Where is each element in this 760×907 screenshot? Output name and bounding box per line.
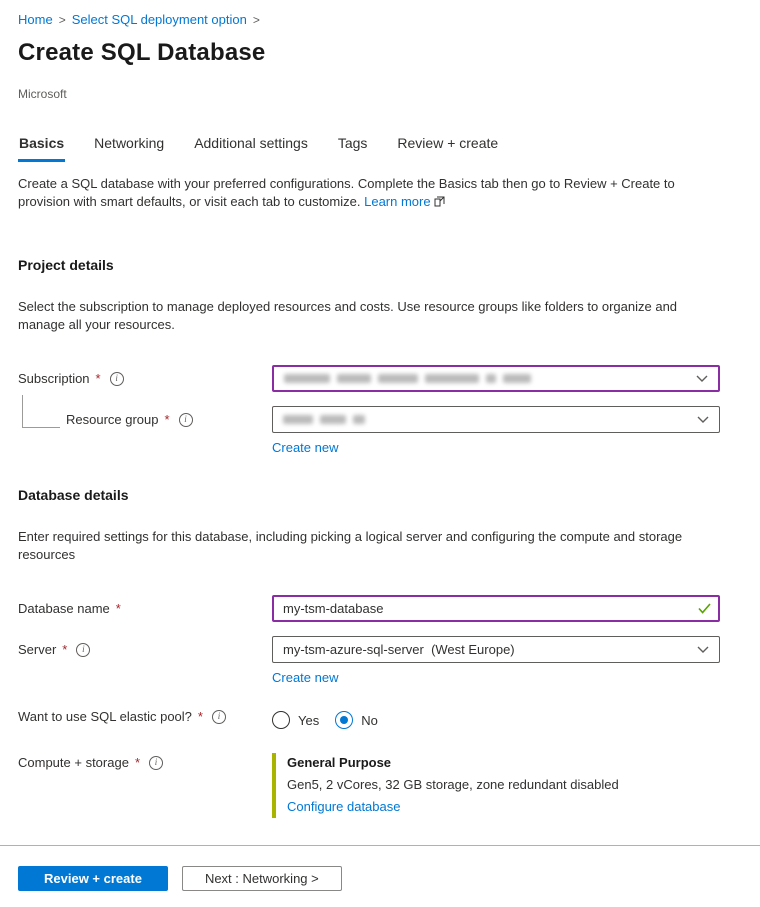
required-marker: * (115, 601, 121, 617)
review-create-button[interactable]: Review + create (18, 866, 168, 891)
external-link-icon (434, 194, 445, 212)
project-details-description: Select the subscription to manage deployed resources and costs. Use resource groups like folders to organize and manage all your resources. (18, 299, 678, 333)
elastic-pool-label: Want to use SQL elastic pool? * i (18, 707, 272, 724)
server-dropdown[interactable] (272, 636, 720, 663)
redacted-subscription-value (284, 374, 531, 383)
tab-review-create[interactable]: Review + create (397, 135, 499, 152)
chevron-down-icon (696, 371, 708, 386)
server-create-new-link[interactable]: Create new (272, 670, 339, 686)
compute-storage-label: Compute + storage * i (18, 753, 272, 770)
learn-more-link[interactable]: Learn more (364, 194, 444, 209)
tab-basics[interactable]: Basics (18, 133, 65, 162)
subscription-dropdown[interactable] (272, 365, 720, 392)
radio-unselected-icon (272, 711, 290, 729)
breadcrumb-separator-icon: > (252, 12, 260, 27)
valid-check-icon (698, 602, 711, 617)
database-details-form (18, 595, 742, 818)
project-details-heading: Project details (18, 257, 114, 274)
radio-yes-label: Yes (298, 712, 320, 728)
required-marker: * (197, 709, 203, 725)
tab-additional-settings[interactable]: Additional settings (194, 135, 308, 152)
tab-networking[interactable]: Networking (94, 135, 165, 152)
required-marker: * (95, 371, 101, 387)
tab-tags[interactable]: Tags (337, 135, 368, 152)
elastic-pool-radio-no[interactable] (335, 711, 378, 729)
subscription-label: Subscription * i (18, 365, 272, 386)
resource-group-create-new-link[interactable]: Create new (272, 440, 339, 456)
radio-selected-icon (335, 711, 353, 729)
required-marker: * (62, 642, 68, 658)
chevron-down-icon (697, 412, 709, 427)
elastic-pool-radio-yes[interactable] (272, 711, 319, 729)
info-icon[interactable]: i (179, 413, 193, 427)
radio-no-label: No (361, 712, 378, 728)
info-icon[interactable]: i (110, 372, 124, 386)
breadcrumb (18, 12, 742, 27)
redacted-resource-group-value (283, 415, 365, 424)
chevron-down-icon (697, 642, 709, 657)
configure-database-link[interactable]: Configure database (287, 799, 401, 815)
server-dropdown-value: my-tsm-azure-sql-server (West Europe) (283, 642, 515, 658)
intro-text: Create a SQL database with your preferred configurations. Complete the Basics tab then go to Review + Create to provision with smart defaults, or visit each tab to customize. Learn more (18, 175, 724, 212)
required-marker: * (134, 755, 140, 771)
resource-group-dropdown[interactable] (272, 406, 720, 433)
database-name-label: Database name * (18, 601, 121, 617)
database-details-heading: Database details (18, 487, 129, 504)
wizard-tabs (18, 133, 742, 162)
compute-storage-row (18, 753, 742, 818)
tier-name: General Purpose (287, 755, 392, 771)
tier-summary: Gen5, 2 vCores, 32 GB storage, zone redundant disabled (287, 777, 619, 793)
server-label: Server * i (18, 636, 272, 657)
server-row (18, 636, 742, 685)
info-icon[interactable]: i (212, 710, 226, 724)
database-name-input[interactable] (272, 595, 720, 622)
info-icon[interactable]: i (149, 756, 163, 770)
required-marker: * (164, 412, 170, 428)
info-icon[interactable]: i (76, 643, 90, 657)
breadcrumb-home-link[interactable]: Home (18, 12, 53, 27)
next-networking-button[interactable]: Next : Networking > (182, 866, 342, 891)
database-name-row (18, 595, 742, 622)
database-details-description: Enter required settings for this database, including picking a logical server and configuring the compute and storage resources (18, 529, 683, 563)
wizard-footer (18, 845, 742, 893)
footer-divider (0, 845, 760, 846)
resource-group-label: Resource group * i (18, 406, 272, 427)
project-details-form (18, 365, 742, 455)
publisher-label: Microsoft (18, 87, 67, 102)
resource-group-row (18, 406, 742, 455)
breadcrumb-separator-icon: > (58, 12, 66, 27)
page-title: Create SQL Database (18, 39, 266, 66)
compute-storage-summary (272, 753, 720, 818)
subscription-resource-connector (22, 395, 60, 428)
breadcrumb-sql-deployment-link[interactable]: Select SQL deployment option (71, 12, 247, 27)
elastic-pool-row (18, 707, 742, 729)
subscription-row (18, 365, 742, 392)
